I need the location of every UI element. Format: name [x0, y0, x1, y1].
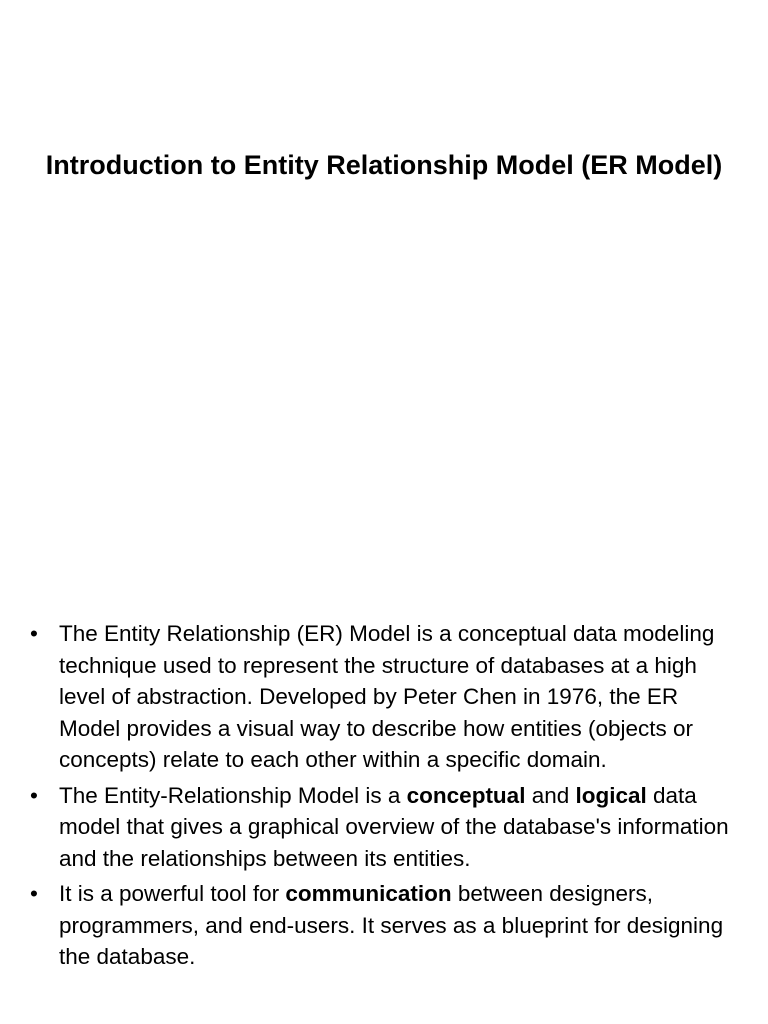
bullet-text: The Entity Relationship (ER) Model is a conceptual data modeling technique used to represent the structure of databases at a high level of abstraction. Developed by Peter Chen in 1976, the ER Model provides a visual way to describe how entities (objects or concepts) relate to each other within a specific domain. — [59, 621, 715, 772]
bullet-text-segment: and — [525, 782, 576, 808]
bullet-text-segment: The Entity-Relationship Model is a — [59, 782, 407, 808]
bullet-dot-icon: • — [30, 782, 38, 808]
bullet-dot-icon: • — [30, 621, 38, 646]
bullet-text-segment: data model that gives a graphical overview of the database's information and the relationships between its entities. — [59, 782, 729, 871]
bullet-text-segment: It is a powerful tool for — [59, 881, 286, 906]
bullet-bold-term: logical — [575, 782, 647, 808]
bullet-bold-term: conceptual — [406, 782, 526, 808]
bullet-item — [30, 878, 742, 973]
bullet-item — [30, 618, 742, 776]
bullet-text-segment: between designers, programmers, and end-users. It serves as a blueprint for designing the database. — [59, 881, 724, 969]
slide-title: Introduction to Entity Relationship Model (ER Model) — [45, 150, 723, 180]
bullet-list — [30, 618, 742, 977]
bullet-bold-term: communication — [285, 881, 452, 906]
bullet-dot-icon: • — [30, 881, 38, 906]
bullet-item — [30, 780, 742, 875]
